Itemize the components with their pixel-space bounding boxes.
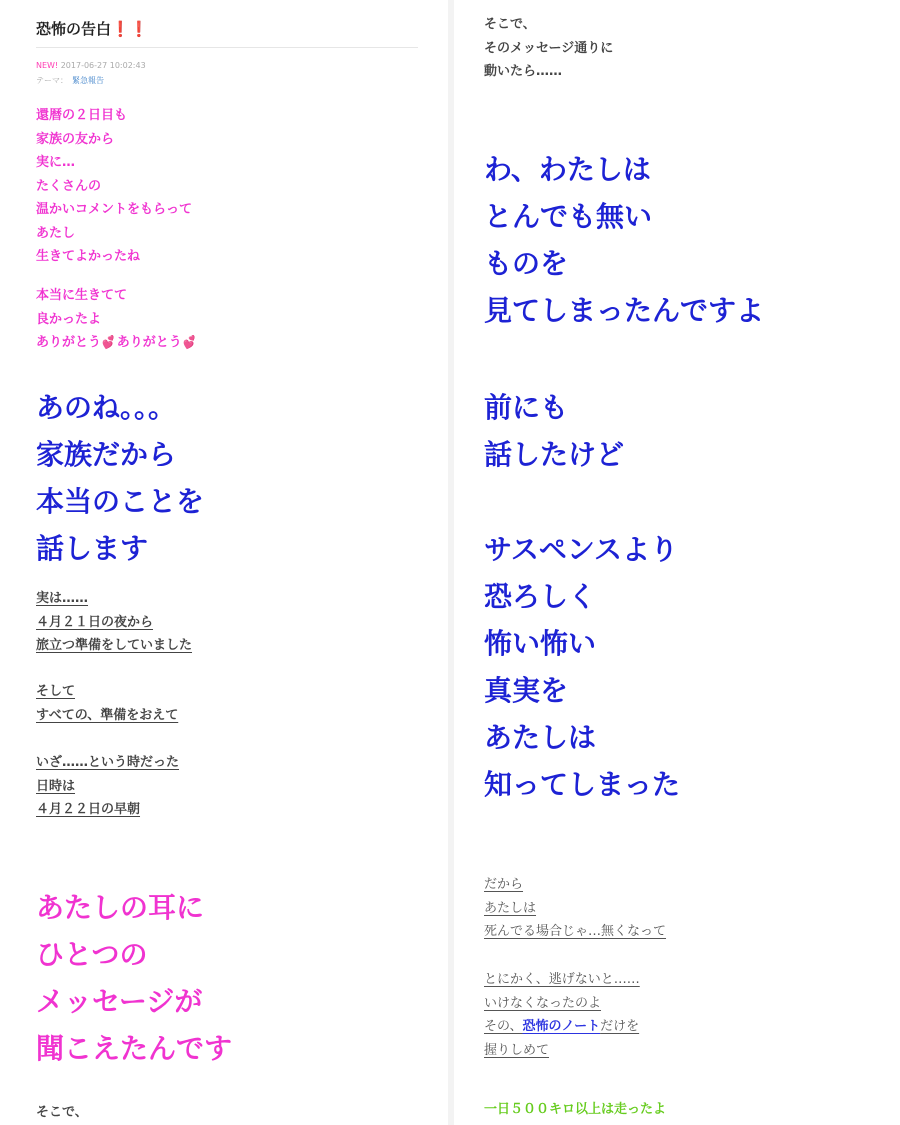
text-line: 動いたら…… — [484, 64, 563, 79]
new-badge: NEW! — [36, 61, 59, 70]
text-line — [36, 704, 178, 728]
text-line: ひとつの — [36, 938, 148, 971]
thanks-text: ありがとう — [116, 335, 182, 350]
underlined-text: だけを — [600, 1019, 640, 1034]
underlined-text: いざ……という時だった — [36, 755, 180, 770]
right-small-paragraph-1 — [484, 873, 666, 944]
text-line: 真実を — [484, 674, 569, 707]
green-highlight-text — [484, 1098, 666, 1117]
underlined-text: 握りしめて — [484, 1042, 550, 1058]
text-line: 実に… — [36, 155, 76, 170]
text-line: 話したけど — [484, 438, 625, 471]
text-line: 恐ろしく — [484, 580, 597, 613]
right-small-paragraph-2 — [484, 968, 640, 1062]
text-line: 家族の友から — [36, 131, 115, 147]
title-divider — [36, 47, 418, 48]
exclamation-icon: ❗❗ — [111, 20, 149, 38]
heart-icon: 💕 — [100, 334, 118, 351]
text-line: 知ってしまった — [484, 768, 681, 801]
text-line: 生きてよかったね — [36, 249, 141, 264]
text-line — [484, 897, 666, 921]
text-line: わ、わたしは — [484, 153, 651, 186]
underlined-text: いけなくなったのよ — [484, 995, 602, 1011]
text-line — [36, 587, 192, 611]
text-line: 温かいコメントをもらって — [36, 202, 193, 217]
underlined-text: 実は…… — [36, 591, 89, 606]
underlined-text: ４月２１日の夜から — [36, 614, 154, 630]
underlined-text: あたしは — [484, 900, 537, 916]
big-blue-paragraph — [36, 384, 204, 572]
text-line — [484, 992, 640, 1016]
text-line — [36, 634, 192, 658]
text-line — [36, 680, 178, 704]
text-line: そこで、 — [484, 17, 536, 32]
text-line: あたしの耳に — [36, 891, 205, 924]
text-line: 話します — [36, 532, 149, 565]
text-line: 前にも — [484, 391, 569, 424]
text-line — [36, 331, 197, 355]
text-line — [484, 1015, 640, 1039]
post-title — [36, 18, 148, 39]
underlined-text: 日時は — [36, 778, 76, 794]
thanks-paragraph — [36, 284, 197, 355]
big-blue-paragraph-3 — [484, 384, 624, 478]
big-pink-paragraph — [36, 884, 232, 1072]
big-blue-paragraph-4 — [484, 526, 680, 808]
underlined-text: 死んでる場合じゃ…無くなって — [484, 924, 667, 939]
text-line: 本当のことを — [36, 485, 205, 518]
post-meta-date — [36, 61, 146, 70]
theme-label: テーマ： — [36, 76, 68, 85]
text-line — [484, 873, 666, 897]
text-line: 本当に生きてて — [36, 288, 128, 303]
text-line: 家族だから — [36, 438, 177, 471]
underlined-text: 旅立つ準備をしていました — [36, 638, 193, 653]
text-line: あたしは — [484, 721, 597, 754]
text-line: メッセージが — [36, 985, 203, 1018]
underlined-text: とにかく、逃げないと…… — [484, 972, 640, 987]
text-line: たくさんの — [36, 178, 102, 194]
underlined-text: ４月２２日の早朝 — [36, 802, 141, 817]
text-line: 還暦の２日目も — [36, 108, 128, 123]
text-line: 一日５００キロ以上は走ったよ — [484, 1102, 667, 1117]
heart-icon: 💕 — [181, 334, 198, 351]
text-line: 聞こえたんです — [36, 1032, 233, 1065]
underlined-text: すべての、準備をおえて — [36, 707, 179, 723]
text-line: 怖い怖い — [484, 627, 597, 660]
text-line — [484, 1039, 640, 1063]
underlined-text: そして — [36, 684, 76, 699]
text-line — [36, 798, 179, 822]
underlined-text: だから — [484, 877, 524, 892]
post-datetime: 2017-06-27 10:02:43 — [60, 61, 146, 70]
text-line — [484, 920, 666, 944]
horror-note-link[interactable]: 恐怖のノート — [522, 1019, 601, 1034]
text-line — [484, 968, 640, 992]
story-paragraph-1 — [36, 587, 192, 658]
text-line: ものを — [484, 247, 569, 280]
text-line: そのメッセージ通りに — [484, 40, 614, 56]
text-line: サスペンスより — [484, 533, 679, 566]
text-line: あたし — [36, 225, 76, 241]
post-meta-theme — [36, 75, 104, 86]
story-paragraph-3 — [36, 751, 179, 822]
text-line: そこで、 — [36, 1105, 88, 1120]
left-tail-text — [36, 1101, 88, 1125]
text-line: とんでも無い — [484, 200, 653, 233]
thanks-text: ありがとう — [36, 335, 102, 350]
underlined-text: その、 — [484, 1019, 523, 1034]
right-top-paragraph — [484, 13, 613, 84]
text-line: あのね。。。 — [36, 391, 177, 424]
text-line — [36, 751, 179, 775]
text-line — [36, 775, 179, 799]
theme-link[interactable]: 緊急報告 — [72, 76, 104, 85]
intro-paragraph — [36, 104, 192, 269]
text-line: 良かったよ — [36, 311, 102, 327]
post-title-text: 恐怖の告白 — [36, 20, 112, 38]
story-paragraph-2 — [36, 680, 178, 727]
big-blue-paragraph-2 — [484, 146, 764, 334]
text-line: 見てしまったんですよ — [484, 294, 765, 327]
text-line — [36, 611, 192, 635]
